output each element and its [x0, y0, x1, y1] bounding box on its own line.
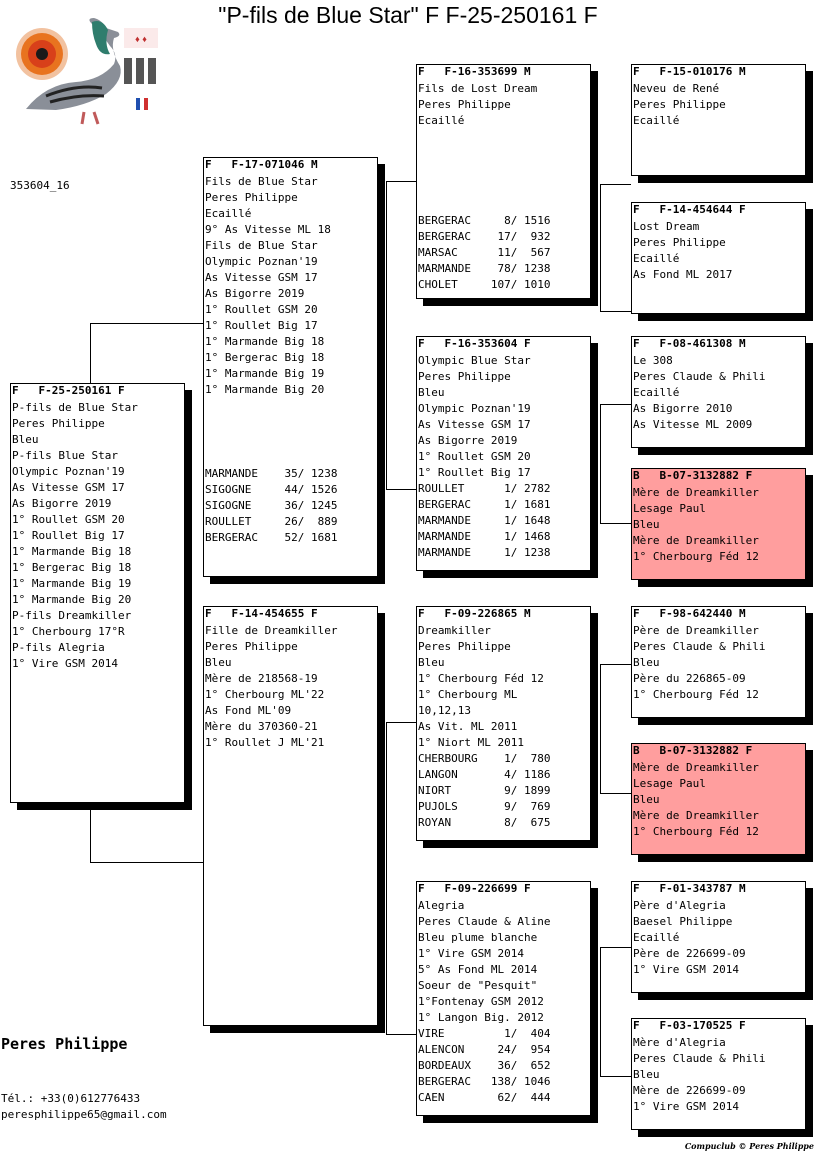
pedigree-line: 1° Roullet Big 17 — [12, 529, 125, 542]
pedigree-line: Bleu — [633, 1068, 660, 1081]
bird-lines — [417, 81, 590, 129]
connector — [386, 722, 416, 723]
ring-number: F F-16-353699 M — [418, 65, 531, 78]
pedigree-line: As Vitesse ML 2009 — [633, 418, 753, 431]
ring-number: F F-08-461308 M — [633, 337, 746, 350]
pedigree-line: 1° Roullet Big 17 — [205, 319, 318, 332]
ring-number: F F-01-343787 M — [633, 882, 746, 895]
bird-card-sire-sire[interactable] — [416, 64, 591, 299]
pedigree-line: 1° Marmande Big 18 — [205, 335, 325, 348]
pedigree-line: Peres Philippe — [633, 236, 726, 249]
pedigree-line: Mère de Dreamkiller — [633, 486, 759, 499]
pedigree-line: 1°Fontenay GSM 2012 — [418, 995, 544, 1008]
pedigree-line: 1° Marmande Big 20 — [205, 383, 325, 396]
race-result: MARMANDE 78/ 1238 — [418, 262, 551, 275]
pedigree-line: Bleu — [205, 656, 232, 669]
page-title: "P-fils de Blue Star" F F-25-250161 F — [218, 2, 598, 28]
pedigree-line: LANGON 4/ 1186 — [418, 768, 551, 781]
pedigree-line: Olympic Poznan'19 — [12, 465, 125, 478]
pedigree-line: Peres Claude & Phili — [633, 640, 766, 653]
pedigree-line: MARMANDE 1/ 1648 — [418, 514, 551, 527]
pedigree-line: Fils de Blue Star — [205, 175, 318, 188]
pedigree-line: Dreamkiller — [418, 624, 491, 637]
pedigree-line: 1° Cherbourg ML'22 — [205, 688, 325, 701]
bird-lines — [204, 174, 377, 398]
pedigree-line: As Bigorre 2019 — [418, 434, 518, 447]
pedigree-line: Bleu — [633, 656, 660, 669]
pedigree-line: 1° Roullet GSM 20 — [418, 450, 531, 463]
bird-card-dds[interactable] — [631, 881, 806, 993]
pedigree-line: As Bigorre 2019 — [12, 497, 112, 510]
pigeon-code: 353604_16 — [10, 179, 70, 192]
pedigree-line: Peres Philippe — [418, 98, 511, 111]
pedigree-line: Mère de Dreamkiller — [633, 809, 759, 822]
pedigree-line: Mère de Dreamkiller — [633, 761, 759, 774]
pedigree-line: As Bigorre 2019 — [205, 287, 305, 300]
bird-card-ssd[interactable] — [631, 202, 806, 314]
pedigree-line: As Fond ML'09 — [205, 704, 292, 717]
bird-lines — [417, 898, 590, 1106]
pedigree-line: Peres Claude & Phili — [633, 1052, 766, 1065]
pedigree-line: Fille de Dreamkiller — [205, 624, 338, 637]
owner-name: Peres Philippe — [1, 1035, 128, 1053]
pedigree-line: Ecaillé — [418, 114, 465, 127]
ring-number: F F-15-010176 M — [633, 65, 746, 78]
bird-lines — [632, 485, 805, 565]
pedigree-line: 1° Roullet J ML'21 — [205, 736, 325, 749]
race-result: ROULLET 26/ 889 — [205, 515, 338, 528]
pedigree-line: As Bigorre 2010 — [633, 402, 733, 415]
bird-lines — [204, 623, 377, 751]
bird-lines — [632, 760, 805, 840]
bird-lines — [417, 353, 590, 561]
pedigree-line: Mère de 218568-19 — [205, 672, 318, 685]
pedigree-line: Mère du 370360-21 — [205, 720, 318, 733]
pedigree-line: Olympic Blue Star — [418, 354, 531, 367]
pedigree-line: 1° Vire GSM 2014 — [12, 657, 118, 670]
ring-number: F F-03-170525 F — [633, 1019, 746, 1032]
pedigree-line: 1° Vire GSM 2014 — [633, 963, 739, 976]
pedigree-line: Fils de Lost Dream — [418, 82, 538, 95]
race-result: SIGOGNE 36/ 1245 — [205, 499, 338, 512]
race-result: MARMANDE 35/ 1238 — [205, 467, 338, 480]
ring-number: F F-14-454655 F — [205, 607, 318, 620]
bird-lines — [632, 1035, 805, 1115]
pedigree-line: Bleu — [633, 793, 660, 806]
pedigree-line: 1° Vire GSM 2014 — [418, 947, 524, 960]
pedigree-line: Peres Philippe — [205, 640, 298, 653]
pedigree-line: 1° Marmande Big 19 — [205, 367, 325, 380]
pedigree-line: ROULLET 1/ 2782 — [418, 482, 551, 495]
bird-lines — [11, 400, 184, 672]
connector — [600, 947, 601, 1077]
race-result: BERGERAC 17/ 932 — [418, 230, 551, 243]
pedigree-line: 1° Cherbourg ML — [418, 688, 518, 701]
pedigree-line: MARMANDE 1/ 1238 — [418, 546, 551, 559]
pedigree-line: ALENCON 24/ 954 — [418, 1043, 551, 1056]
pedigree-line: Le 308 — [633, 354, 673, 367]
pedigree-line: Mère de 226699-09 — [633, 1084, 746, 1097]
pedigree-line: Père du 226865-09 — [633, 672, 746, 685]
pedigree-line: Ecaillé — [205, 207, 252, 220]
pedigree-line: P-fils Blue Star — [12, 449, 118, 462]
pedigree-line: MARMANDE 1/ 1468 — [418, 530, 551, 543]
pedigree-line: 1° Roullet GSM 20 — [205, 303, 318, 316]
connector — [600, 793, 631, 794]
connector — [600, 523, 631, 524]
bird-lines — [632, 623, 805, 703]
pedigree-line: BERGERAC 1/ 1681 — [418, 498, 551, 511]
connector — [386, 181, 387, 489]
pedigree-line: VIRE 1/ 404 — [418, 1027, 551, 1040]
bird-card-dam-dam[interactable] — [416, 881, 591, 1116]
bird-card-dsd[interactable] — [631, 743, 806, 855]
bird-lines — [417, 623, 590, 831]
pedigree-line: PUJOLS 9/ 769 — [418, 800, 551, 813]
pedigree-line: Lost Dream — [633, 220, 700, 233]
pedigree-line: 1° Cherbourg 17°R — [12, 625, 125, 638]
bird-card-main[interactable] — [10, 383, 185, 803]
pedigree-line: P-fils Alegria — [12, 641, 105, 654]
pedigree-line: Peres Philippe — [418, 640, 511, 653]
bird-card-sire-dam[interactable] — [416, 336, 591, 571]
pedigree-line: Peres Claude & Aline — [418, 915, 551, 928]
svg-text:♦ ♦: ♦ ♦ — [135, 34, 147, 44]
connector — [600, 664, 631, 665]
pedigree-line: Bleu — [418, 386, 445, 399]
connector — [600, 664, 601, 794]
ring-number: F F-09-226865 M — [418, 607, 531, 620]
ring-number: F F-98-642440 M — [633, 607, 746, 620]
connector — [90, 862, 204, 863]
pedigree-line: Ecaillé — [633, 386, 680, 399]
connector — [386, 1034, 416, 1035]
ring-number: F F-09-226699 F — [418, 882, 531, 895]
race-results — [417, 213, 590, 293]
race-results — [204, 466, 377, 546]
bird-card-dam[interactable] — [203, 606, 378, 1026]
pedigree-line: Peres Philippe — [633, 98, 726, 111]
pedigree-line: 10,12,13 — [418, 704, 471, 717]
race-result: BERGERAC 8/ 1516 — [418, 214, 551, 227]
pedigree-line: Ecaillé — [633, 931, 680, 944]
owner-email[interactable]: peresphilippe65@gmail.com — [1, 1108, 167, 1121]
pedigree-line: Soeur de "Pesquit" — [418, 979, 538, 992]
connector — [90, 323, 204, 324]
pedigree-line: As Vit. ML 2011 — [418, 720, 518, 733]
connector — [600, 311, 631, 312]
pedigree-line: Père de 226699-09 — [633, 947, 746, 960]
connector — [600, 1076, 631, 1077]
pedigree-line: 9° As Vitesse ML 18 — [205, 223, 331, 236]
race-result: BERGERAC 52/ 1681 — [205, 531, 338, 544]
bird-lines — [632, 898, 805, 978]
pedigree-line: Mère d'Alegria — [633, 1036, 726, 1049]
connector — [600, 947, 631, 948]
bird-card-sdd[interactable] — [631, 468, 806, 580]
bird-lines — [632, 353, 805, 433]
bird-card-sire[interactable] — [203, 157, 378, 577]
pedigree-line: Peres Philippe — [205, 191, 298, 204]
pedigree-line: BERGERAC 138/ 1046 — [418, 1075, 551, 1088]
ring-number: F F-17-071046 M — [205, 158, 318, 171]
bird-card-sds[interactable] — [631, 336, 806, 448]
pedigree-line: Père d'Alegria — [633, 899, 726, 912]
race-result: MARSAC 11/ 567 — [418, 246, 551, 259]
bird-card-ddd[interactable] — [631, 1018, 806, 1130]
bird-lines — [632, 219, 805, 283]
connector — [600, 404, 631, 405]
connector — [600, 404, 601, 524]
ring-number: B B-07-3132882 F — [633, 469, 753, 482]
ring-number: F F-25-250161 F — [12, 384, 125, 397]
bird-card-dam-sire[interactable] — [416, 606, 591, 841]
bird-lines — [632, 81, 805, 129]
pedigree-line: Père de Dreamkiller — [633, 624, 759, 637]
race-result: SIGOGNE 44/ 1526 — [205, 483, 338, 496]
pedigree-line: Bleu plume blanche — [418, 931, 538, 944]
bird-card-dss[interactable] — [631, 606, 806, 718]
pedigree-line: BORDEAUX 36/ 652 — [418, 1059, 551, 1072]
pedigree-line: 1° Roullet Big 17 — [418, 466, 531, 479]
pedigree-line: P-fils de Blue Star — [12, 401, 138, 414]
pedigree-line: 1° Bergerac Big 18 — [12, 561, 132, 574]
connector — [600, 184, 601, 312]
pedigree-line: 1° Bergerac Big 18 — [205, 351, 325, 364]
pedigree-line: 1° Vire GSM 2014 — [633, 1100, 739, 1113]
pedigree-line: 1° Niort ML 2011 — [418, 736, 524, 749]
pedigree-line: Fils de Blue Star — [205, 239, 318, 252]
credit-text: Compuclub © Peres Philippe — [684, 1141, 814, 1151]
pedigree-line: 1° Roullet GSM 20 — [12, 513, 125, 526]
pedigree-line: Ecaillé — [633, 252, 680, 265]
pedigree-line: Peres Philippe — [12, 417, 105, 430]
pedigree-line: As Vitesse GSM 17 — [418, 418, 531, 431]
pedigree-line: Bleu — [633, 518, 660, 531]
pedigree-line: Olympic Poznan'19 — [205, 255, 318, 268]
ring-number: B B-07-3132882 F — [633, 744, 753, 757]
pedigree-line: 1° Cherbourg Féd 12 — [418, 672, 544, 685]
pedigree-line: NIORT 9/ 1899 — [418, 784, 551, 797]
connector — [386, 181, 416, 182]
pigeon-logo — [6, 14, 166, 126]
race-result: CHOLET 107/ 1010 — [418, 278, 551, 291]
pedigree-line: As Fond ML 2017 — [633, 268, 733, 281]
pedigree-line: 5° As Fond ML 2014 — [418, 963, 538, 976]
pedigree-line: As Vitesse GSM 17 — [205, 271, 318, 284]
pedigree-line: Peres Claude & Phili — [633, 370, 766, 383]
pedigree-line: 1° Marmande Big 19 — [12, 577, 132, 590]
connector — [600, 184, 631, 185]
connector — [386, 722, 387, 1034]
pedigree-line: ROYAN 8/ 675 — [418, 816, 551, 829]
pedigree-line: Bleu — [12, 433, 39, 446]
pedigree-line: 1° Cherbourg Féd 12 — [633, 825, 759, 838]
pedigree-line: As Vitesse GSM 17 — [12, 481, 125, 494]
pedigree-line: Bleu — [418, 656, 445, 669]
connector — [386, 489, 416, 490]
owner-phone: Tél.: +33(0)612776433 — [1, 1092, 141, 1105]
ring-number: F F-16-353604 F — [418, 337, 531, 350]
pedigree-line: 1° Langon Big. 2012 — [418, 1011, 544, 1024]
pedigree-line: 1° Marmande Big 18 — [12, 545, 132, 558]
pedigree-line: 1° Cherbourg Féd 12 — [633, 688, 759, 701]
pedigree-line: Baesel Philippe — [633, 915, 733, 928]
pedigree-line: Mère de Dreamkiller — [633, 534, 759, 547]
ring-number: F F-14-454644 F — [633, 203, 746, 216]
pedigree-line: Olympic Poznan'19 — [418, 402, 531, 415]
pedigree-line: 1° Cherbourg Féd 12 — [633, 550, 759, 563]
pedigree-line: P-fils Dreamkiller — [12, 609, 132, 622]
pedigree-line: Alegria — [418, 899, 465, 912]
pedigree-line: CHERBOURG 1/ 780 — [418, 752, 551, 765]
pedigree-line: CAEN 62/ 444 — [418, 1091, 551, 1104]
bird-card-sss[interactable] — [631, 64, 806, 176]
pedigree-line: Lesage Paul — [633, 502, 706, 515]
pedigree-line: Ecaillé — [633, 114, 680, 127]
pedigree-line: Neveu de René — [633, 82, 720, 95]
pedigree-line: 1° Marmande Big 20 — [12, 593, 132, 606]
pedigree-line: Peres Philippe — [418, 370, 511, 383]
pedigree-line: Lesage Paul — [633, 777, 706, 790]
